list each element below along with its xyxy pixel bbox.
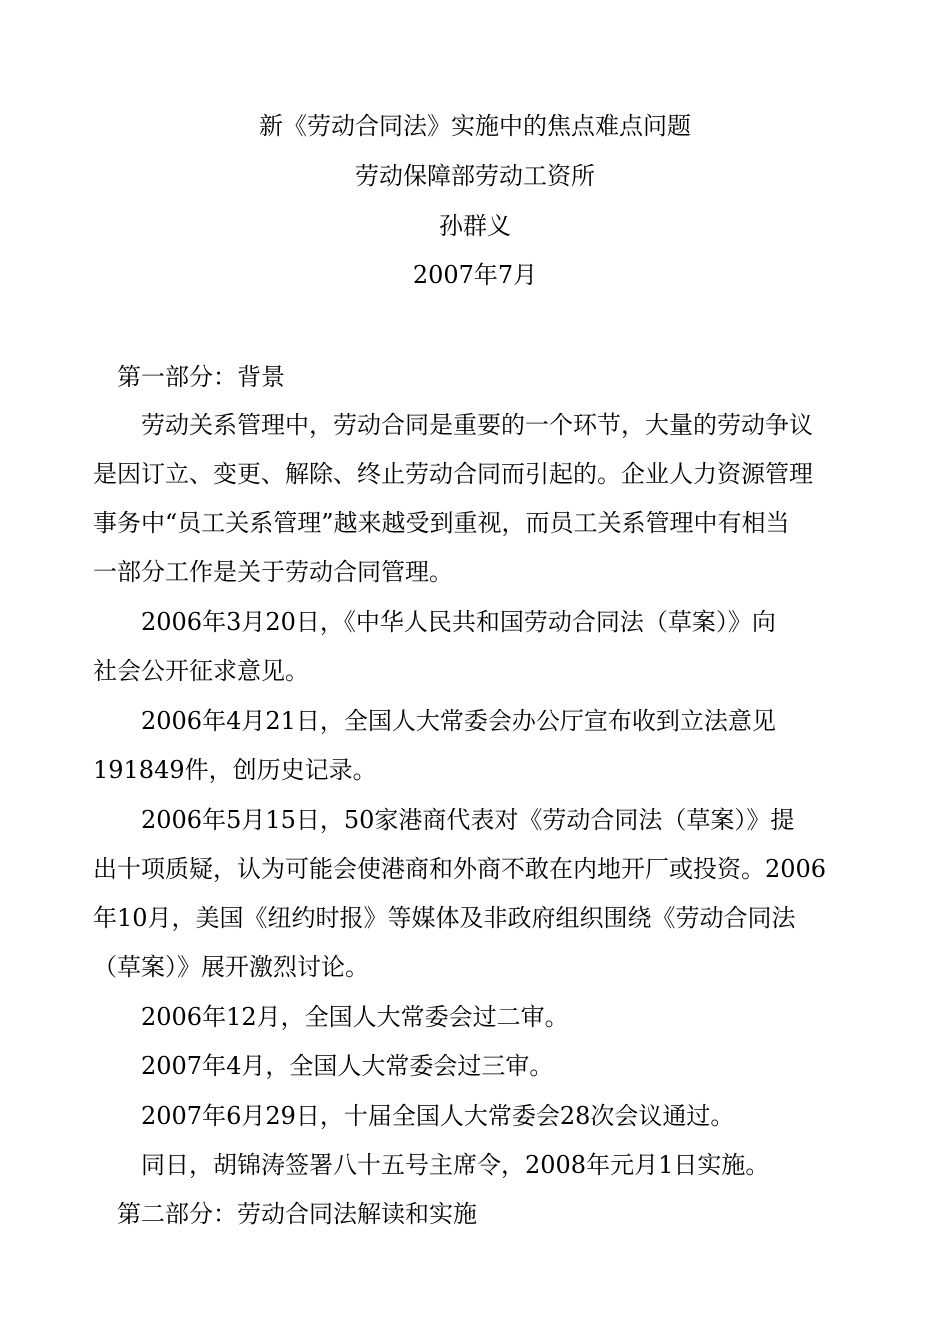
paragraph-line: 事务中“员工关系管理”越来越受到重视，而员工关系管理中有相当: [93, 509, 790, 537]
paragraph-line: 2006年3月20日，《中华人民共和国劳动合同法（草案）》向: [141, 608, 776, 636]
section-heading-part1: 第一部分：背景: [117, 363, 285, 391]
author-organization: 劳动保障部劳动工资所: [355, 162, 595, 190]
paragraph-line: 2006年4月21日，全国人大常委会办公厅宣布收到立法意见: [141, 707, 776, 735]
paragraph-line: 2006年5月15日，50家港商代表对《劳动合同法（草案）》提: [141, 806, 795, 834]
paragraph-line: 2007年4月，全国人大常委会过三审。: [141, 1052, 554, 1080]
document-date: 2007年7月: [412, 261, 538, 289]
author-name: 孙群义: [439, 212, 511, 240]
paragraph-line: 同日，胡锦涛签署八十五号主席令，2008年元月1日实施。: [141, 1151, 770, 1179]
paragraph-line: 2006年12月，全国人大常委会过二审。: [141, 1003, 569, 1031]
paragraph-line: （草案）》展开激烈讨论。: [93, 953, 369, 981]
paragraph-line: 年10月，美国《纽约时报》等媒体及非政府组织围绕《劳动合同法: [93, 904, 796, 932]
paragraph-line: 劳动关系管理中，劳动合同是重要的一个环节，大量的劳动争议: [141, 411, 813, 439]
paragraph-line: 出十项质疑，认为可能会使港商和外商不敢在内地开厂或投资。2006: [93, 855, 827, 883]
paragraph-line: 是因订立、变更、解除、终止劳动合同而引起的。企业人力资源管理: [93, 460, 813, 488]
paragraph-line: 一部分工作是关于劳动合同管理。: [93, 558, 453, 586]
document-title: 新《劳动合同法》实施中的焦点难点问题: [259, 112, 691, 140]
section-heading-part2: 第二部分：劳动合同法解读和实施: [117, 1200, 477, 1228]
paragraph-line: 191849件，创历史记录。: [93, 756, 377, 784]
paragraph-line: 社会公开征求意见。: [93, 657, 309, 685]
paragraph-line: 2007年6月29日，十届全国人大常委会28次会议通过。: [141, 1102, 735, 1130]
